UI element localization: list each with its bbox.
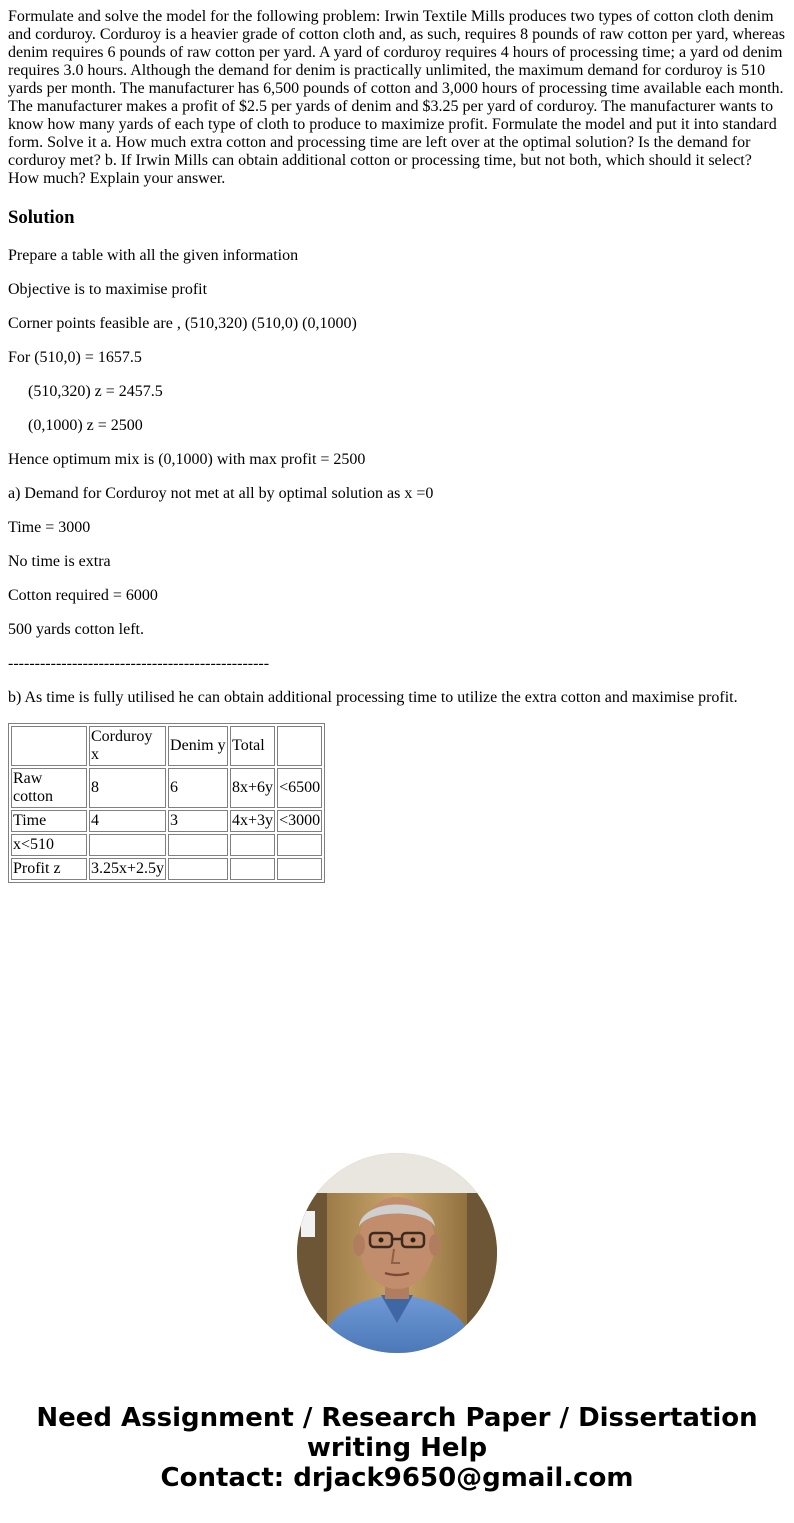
table-row — [11, 834, 322, 856]
table-row — [11, 768, 322, 808]
solution-heading: Solution — [8, 207, 75, 228]
solution-line: (510,320) z = 2457.5 — [28, 383, 163, 400]
problem-statement: Formulate and solve the model for the following problem: Irwin Textile Mills produces two types of cotton cloth denim and corduroy. Corduroy is a heavier grade of cotton cloth and, as such, requires 8 pounds of raw cotton per yard, whereas denim requires 6 pounds of raw cotton per yard. A yard of corduroy requires 4 hours of processing time; a yard od denim requires 3.0 hours. Although the demand for denim is practically unlimited, the maximum demand for corduroy is 510 yards per month. The manufacturer has 6,500 pounds of cotton and 3,000 hours of processing time available each month. The manufacturer makes a profit of $2.5 per yards of denim and $3.25 per yard of corduroy. The manufacturer wants to know how many yards of each type of cloth to produce to maximize profit. Formulate the model and put it into standard form. Solve it a. How much extra cotton and processing time are left over at the optimal solution? Is the demand for corduroy met? b. If Irwin Mills can obtain additional cotton or processing time, but not both, which should it select? How much? Explain your answer. — [8, 8, 785, 187]
table-cell: 4x+3y — [230, 810, 275, 832]
table-cell: 8x+6y — [230, 768, 275, 808]
table-cell — [89, 834, 166, 856]
table-cell: 3 — [168, 810, 228, 832]
table-cell: <3000 — [277, 810, 322, 832]
table-cell — [230, 834, 275, 856]
table-cell: Total — [230, 726, 275, 766]
table-cell: <6500 — [277, 768, 322, 808]
table-cell: Denim y — [168, 726, 228, 766]
table-cell: 8 — [89, 768, 166, 808]
person-photo-icon — [297, 1153, 497, 1353]
solution-line: b) As time is fully utilised he can obtain additional processing time to utilize the extra cotton and maximise profit. — [8, 689, 738, 706]
table-cell — [277, 858, 322, 880]
table-cell — [230, 858, 275, 880]
promo-line: Need Assignment / Research Paper / Dissertation — [36, 1403, 758, 1433]
table-cell: 4 — [89, 810, 166, 832]
solution-line: Time = 3000 — [8, 519, 91, 536]
table-cell — [168, 858, 228, 880]
solution-line: Hence optimum mix is (0,1000) with max profit = 2500 — [8, 451, 366, 468]
table-cell — [277, 726, 322, 766]
solution-line: Cotton required = 6000 — [8, 587, 158, 604]
promo-banner — [0, 1403, 794, 1493]
promo-line: writing Help — [306, 1433, 488, 1463]
solution-line: (0,1000) z = 2500 — [28, 417, 143, 434]
table-cell — [11, 726, 87, 766]
solution-line: For (510,0) = 1657.5 — [8, 349, 142, 366]
table-cell — [168, 834, 228, 856]
divider-line: ------------------------------------------------- — [8, 655, 270, 672]
table-cell: 6 — [168, 768, 228, 808]
table-cell: Corduroy x — [89, 726, 166, 766]
info-table — [8, 723, 325, 883]
table-cell: Time — [11, 810, 87, 832]
table-row — [11, 726, 322, 766]
solution-line: Corner points feasible are , (510,320) (510,0) (0,1000) — [8, 315, 357, 332]
solution-line: Prepare a table with all the given information — [8, 247, 299, 264]
solution-line: No time is extra — [8, 553, 111, 570]
solution-line: Objective is to maximise profit — [8, 281, 208, 298]
table-cell: x<510 — [11, 834, 87, 856]
table-row — [11, 810, 322, 832]
table-cell: Raw cotton — [11, 768, 87, 808]
contact-email: Contact: drjack9650@gmail.com — [160, 1463, 634, 1493]
solution-line: 500 yards cotton left. — [8, 621, 144, 638]
solution-line: a) Demand for Corduroy not met at all by optimal solution as x =0 — [8, 485, 434, 502]
table-cell: Profit z — [11, 858, 87, 880]
table-row — [11, 858, 322, 880]
table-cell — [277, 834, 322, 856]
table-cell: 3.25x+2.5y — [89, 858, 166, 880]
